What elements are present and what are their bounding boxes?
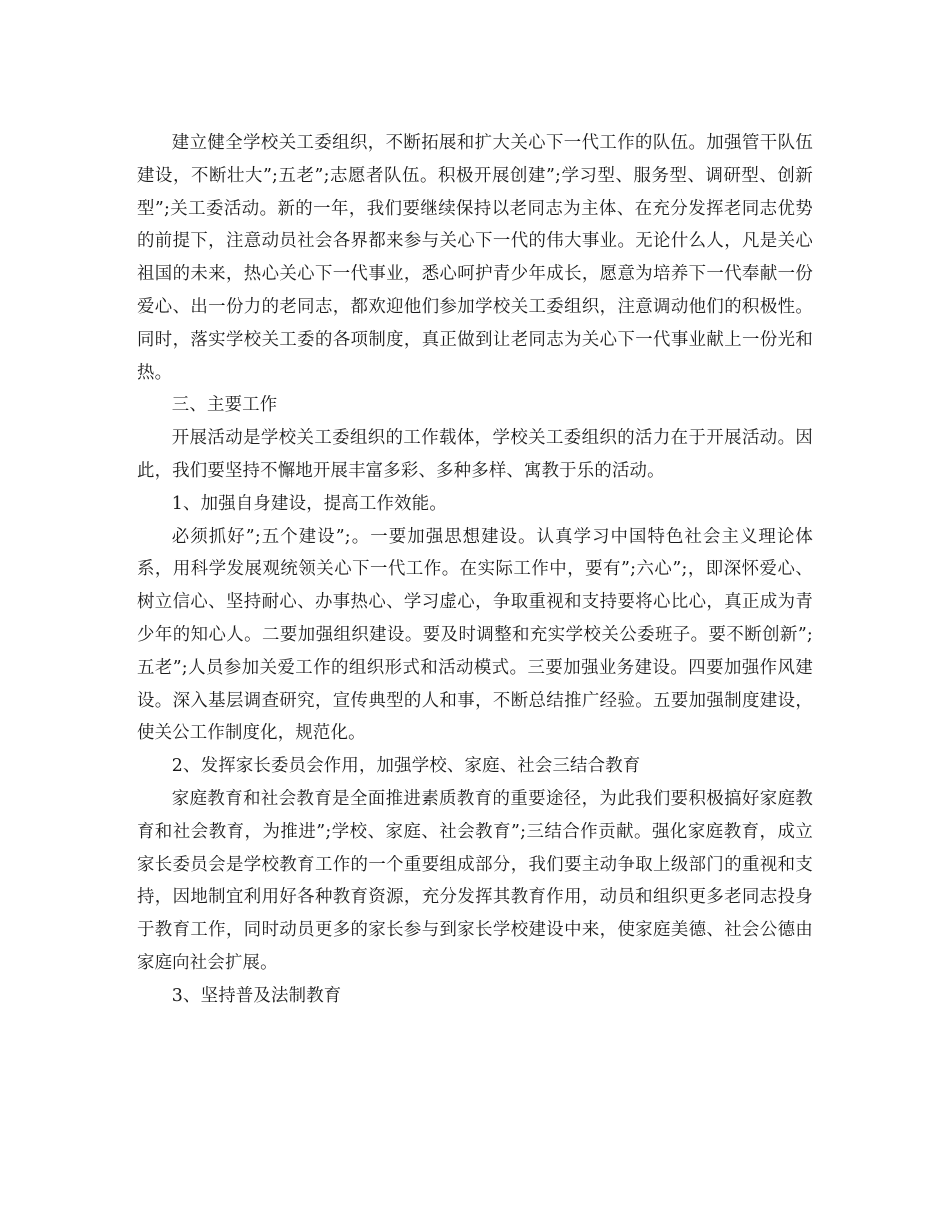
paragraph-organization: 建立健全学校关工委组织，不断拓展和扩大关心下一代工作的队伍。加强管干队伍建设，不断壮大”;五老”;志愿者队伍。积极开展创建”;学习型、服务型、调研型、创新型”;关工委活动。新的一年，我们要继续保持以老同志为主体、在充分发挥老同志优势的前提下，注意动员社会各界都来参与关心下一代的伟大事业。无论什么人，凡是关心祖国的未来，热心关心下一代事业，悉心呵护青少年成长，愿意为培养下一代奉献一份爱心、出一份力的老同志，都欢迎他们参加学校关工委组织，注意调动他们的积极性。同时，落实学校关工委的各项制度，真正做到让老同志为关心下一代事业献上一份光和热。 (137, 133, 813, 383)
paragraph-family-education: 家庭教育和社会教育是全面推进素质教育的重要途径，为此我们要积极搞好家庭教育和社会教育，为推进”;学校、家庭、社会教育”;三结合作贡献。强化家庭教育，成立家长委员会是学校教育工作的一个重要组成部分，我们要主动争取上级部门的重视和支持，因地制宜利用好各种教育资源，充分发挥其教育作用，动员和组织更多老同志投身于教育工作，同时动员更多的家长参与到家长学校建设中来，使家庭美德、社会公德由家庭向社会扩展。 (137, 788, 813, 973)
document-body (137, 127, 813, 1013)
paragraph-five-constructions: 必须抓好”;五个建设”;。一要加强思想建设。认真学习中国特色社会主义理论体系，用科学发展观统领关心下一代工作。在实际工作中，要有”;六心”;，即深怀爱心、树立信心、坚持耐心、办事热心、学习虚心，争取重视和支持要将心比心，真正成为青少年的知心人。二要加强组织建设。要及时调整和充实学校关公委班子。要不断创新”;五老”;人员参加关爱工作的组织形式和活动模式。三要加强业务建设。四要加强作风建设。深入基层调查研究，宣传典型的人和事，不断总结推广经验。五要加强制度建设，使关公工作制度化，规范化。 (137, 526, 813, 744)
subheading-parent-committee: 2、发挥家长委员会作用，加强学校、家庭、社会三结合教育 (171, 756, 641, 777)
paragraph-activities: 开展活动是学校关工委组织的工作载体，学校关工委组织的活力在于开展活动。因此，我们要坚持不懈地开展丰富多彩、多种多样、寓教于乐的活动。 (137, 428, 813, 481)
section-heading-main-work: 三、主要工作 (171, 395, 278, 416)
subheading-legal-education: 3、坚持普及法制教育 (171, 985, 342, 1006)
subheading-self-building: 1、加强自身建设，提高工作效能。 (171, 493, 447, 514)
